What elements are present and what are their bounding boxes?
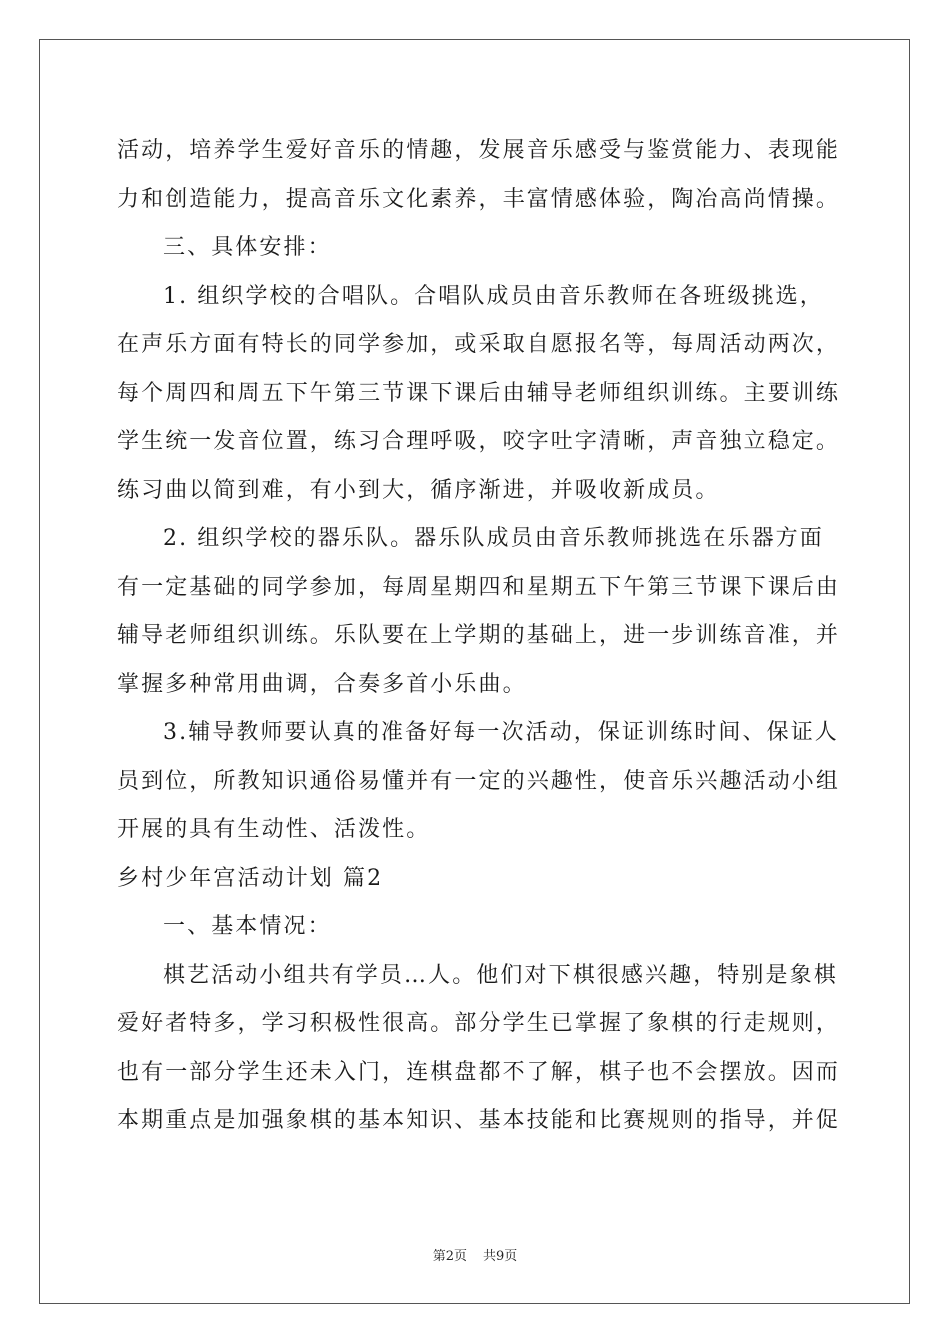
- text-line: 本期重点是加强象棋的基本知识、基本技能和比赛规则的指导，并促: [117, 1108, 841, 1133]
- page-total: 共9页: [483, 1249, 518, 1264]
- page-number: 第2页: [432, 1249, 467, 1264]
- text-line: 爱好者特多，学习积极性很高。部分学生已掌握了象棋的行走规则，: [117, 1011, 841, 1036]
- text-line: 员到位，所教知识通俗易懂并有一定的兴趣性，使音乐兴趣活动小组: [117, 768, 841, 794]
- document-body: [117, 127, 841, 1146]
- text-line: 辅导老师组织训练。乐队要在上学期的基础上，进一步训练音准，并: [117, 623, 841, 648]
- text-line: 每个周四和周五下午第三节课下课后由辅导老师组织训练。主要训练: [117, 380, 841, 406]
- page-footer: [0, 1249, 950, 1265]
- text-line: 3.辅导教师要认真的准备好每一次活动，保证训练时间、保证人: [163, 720, 839, 745]
- text-line: 也有一部分学生还未入门，连棋盘都不了解，棋子也不会摆放。因而: [117, 1059, 841, 1085]
- text-line: 一、基本情况：: [163, 914, 332, 939]
- text-line: 棋艺活动小组共有学员…人。他们对下棋很感兴趣，特别是象棋: [163, 962, 838, 988]
- text-line: 开展的具有生动性、活泼性。: [117, 817, 431, 842]
- text-line: 活动，培养学生爱好音乐的情趣，发展音乐感受与鉴赏能力、表现能: [117, 138, 841, 163]
- text-line: 乡村少年宫活动计划 篇2: [117, 865, 384, 891]
- text-line: 1. 组织学校的合唱队。合唱队成员由音乐教师在各班级挑选，: [163, 283, 824, 309]
- text-line: 有一定基础的同学参加，每周星期四和星期五下午第三节课下课后由: [117, 574, 841, 600]
- text-line: 三、具体安排：: [163, 235, 332, 260]
- text-line: 练习曲以简到难，有小到大，循序渐进，并吸收新成员。: [117, 477, 720, 503]
- text-line: 掌握多种常用曲调，合奏多首小乐曲。: [117, 671, 527, 697]
- text-line: 在声乐方面有特长的同学参加，或采取自愿报名等，每周活动两次，: [117, 332, 841, 357]
- text-line: 学生统一发音位置，练习合理呼吸，咬字吐字清晰，声音独立稳定。: [117, 429, 841, 454]
- text-line: 力和创造能力，提高音乐文化素养，丰富情感体验，陶冶高尚情操。: [117, 186, 841, 212]
- text-line: 2. 组织学校的器乐队。器乐队成员由音乐教师挑选在乐器方面: [163, 526, 824, 551]
